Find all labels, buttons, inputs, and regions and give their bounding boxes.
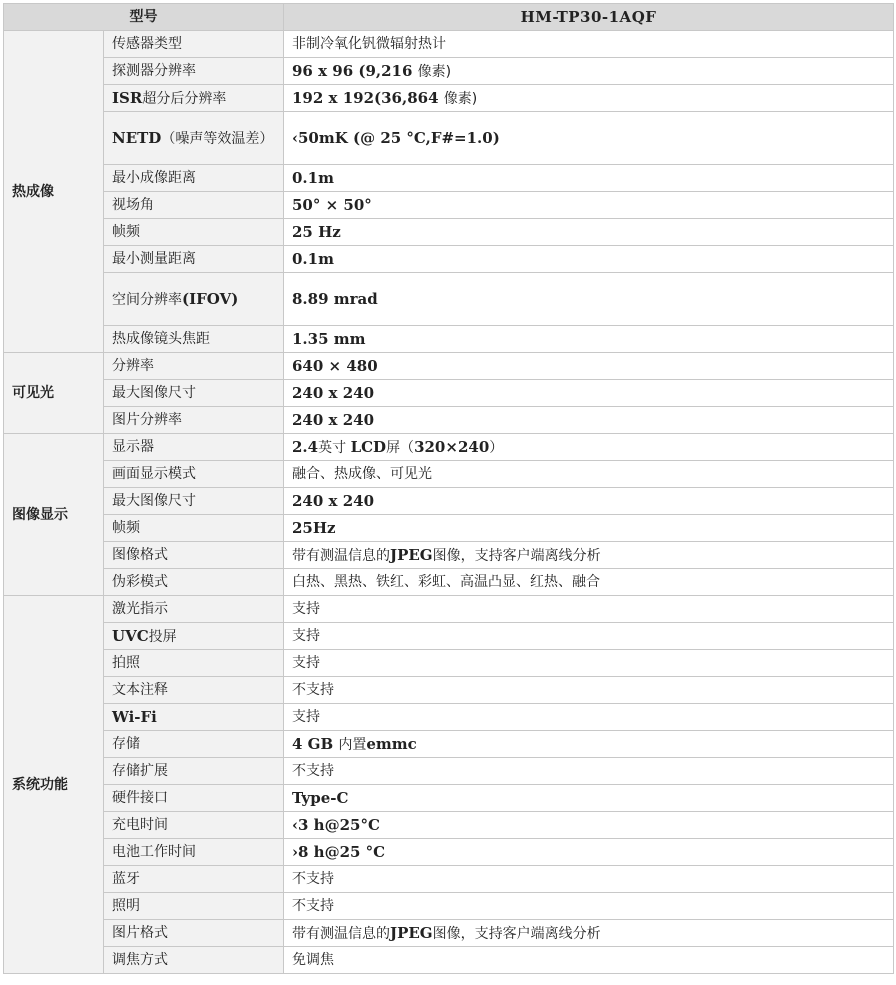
- value-cell: [284, 246, 894, 273]
- param-cell: [104, 758, 284, 785]
- value-cell-text: 192 x 192(36,864: [292, 88, 444, 107]
- value-cell-text: 不支持: [292, 898, 334, 914]
- value-cell-text: 1.35 mm: [292, 329, 366, 348]
- value-cell: [284, 112, 894, 165]
- param-cell-text: 存储扩展: [112, 763, 168, 779]
- value-cell: [284, 219, 894, 246]
- value-cell-text: 支持: [292, 655, 320, 671]
- spec-row: [4, 353, 894, 380]
- spec-row: [4, 488, 894, 515]
- value-cell-text: 内置: [338, 736, 367, 753]
- spec-row: [4, 758, 894, 785]
- param-cell: [104, 353, 284, 380]
- value-cell-text: 像素): [443, 90, 478, 107]
- value-cell: [284, 731, 894, 758]
- value-cell-text: 25 Hz: [292, 222, 341, 241]
- value-cell: [284, 866, 894, 893]
- value-cell: [284, 488, 894, 515]
- param-cell-text: 视场角: [112, 197, 154, 213]
- param-cell: [104, 677, 284, 704]
- spec-row: [4, 812, 894, 839]
- spec-row: [4, 596, 894, 623]
- value-cell: [284, 920, 894, 947]
- spec-row: [4, 623, 894, 650]
- spec-row: [4, 434, 894, 461]
- value-cell-text: 640 × 480: [292, 356, 378, 375]
- spec-row: [4, 192, 894, 219]
- param-cell-text: 激光指示: [112, 601, 168, 617]
- param-cell: [104, 623, 284, 650]
- value-cell: [284, 192, 894, 219]
- param-cell-text: 拍照: [112, 655, 140, 671]
- spec-row: [4, 380, 894, 407]
- spec-row: [4, 677, 894, 704]
- header-row: [4, 4, 894, 31]
- param-cell-text: 空间分辨率: [112, 291, 182, 308]
- section-label: 热成像: [4, 31, 104, 353]
- spec-row: [4, 219, 894, 246]
- value-cell-text: JPEG: [390, 545, 433, 564]
- param-cell: [104, 650, 284, 677]
- param-cell-text: 伪彩模式: [112, 574, 168, 590]
- param-cell: [104, 165, 284, 192]
- param-cell-text: 蓝牙: [112, 871, 140, 887]
- spec-row: [4, 246, 894, 273]
- param-cell: [104, 273, 284, 326]
- param-cell-text: 调焦方式: [112, 952, 168, 968]
- value-cell-text: 免调焦: [292, 952, 334, 968]
- value-cell-text: 带有测温信息的: [292, 925, 390, 942]
- param-cell-text: 最大图像尺寸: [112, 493, 196, 509]
- value-cell: [284, 947, 894, 974]
- param-cell: [104, 461, 284, 488]
- spec-row: [4, 785, 894, 812]
- value-cell: [284, 515, 894, 542]
- spec-row: [4, 542, 894, 569]
- param-cell: [104, 58, 284, 85]
- param-cell: [104, 112, 284, 165]
- spec-row: [4, 650, 894, 677]
- param-cell-text: 存储: [112, 736, 140, 752]
- value-cell-text: 支持: [292, 709, 320, 725]
- value-cell-text: 4 GB: [292, 734, 339, 753]
- param-cell: [104, 704, 284, 731]
- value-cell-text: 不支持: [292, 763, 334, 779]
- param-cell: [104, 731, 284, 758]
- value-cell-text: 0.1m: [292, 249, 334, 268]
- value-cell-text: LCD: [350, 437, 387, 456]
- spec-row: [4, 839, 894, 866]
- param-cell-text: 超分后分辨率: [142, 90, 227, 107]
- value-cell-text: 非制冷氧化钒微辐射热计: [292, 36, 446, 52]
- value-cell: [284, 542, 894, 569]
- value-cell-text: 图像，支持客户端离线分析: [432, 925, 601, 942]
- value-cell: [284, 839, 894, 866]
- value-cell-text: 支持: [292, 628, 320, 644]
- value-cell: [284, 569, 894, 596]
- param-cell: [104, 920, 284, 947]
- value-cell-text: 2.4: [292, 437, 319, 456]
- value-cell: [284, 380, 894, 407]
- value-cell: [284, 704, 894, 731]
- param-cell-text: 帧频: [112, 520, 140, 536]
- spec-table-body: [4, 4, 894, 974]
- param-cell-text: Wi-Fi: [112, 707, 157, 726]
- param-cell-text: 图片分辨率: [112, 412, 182, 428]
- spec-row: [4, 407, 894, 434]
- spec-table: [3, 3, 894, 974]
- param-cell-text: NETD: [112, 128, 162, 147]
- spec-row: [4, 165, 894, 192]
- spec-row: [4, 704, 894, 731]
- param-cell: [104, 947, 284, 974]
- param-cell: [104, 246, 284, 273]
- param-cell-text: 文本注释: [112, 682, 168, 698]
- value-cell-text: 白热、黑热、铁红、彩虹、高温凸显、红热、融合: [292, 574, 600, 590]
- param-cell-text: 最小成像距离: [112, 170, 196, 186]
- value-cell: [284, 31, 894, 58]
- value-cell-text: ）: [489, 439, 504, 456]
- param-cell: [104, 192, 284, 219]
- value-cell-text: 像素): [417, 63, 452, 80]
- param-cell-text: 热成像镜头焦距: [112, 331, 210, 347]
- value-cell: [284, 273, 894, 326]
- value-cell-text: 240 x 240: [292, 410, 375, 429]
- param-cell-text: UVC: [112, 626, 149, 645]
- spec-row: [4, 947, 894, 974]
- spec-row: [4, 112, 894, 165]
- spec-row: [4, 731, 894, 758]
- value-cell-text: ›8 h@25 °C: [292, 842, 386, 861]
- param-cell-text: 图片格式: [112, 925, 168, 941]
- param-cell: [104, 893, 284, 920]
- value-cell-text: JPEG: [390, 923, 433, 942]
- value-cell-text: 融合、热成像、可见光: [292, 466, 432, 482]
- param-cell-text: 照明: [112, 898, 140, 914]
- value-cell-text: ‹50mK (@ 25 °C,F#=1.0): [292, 128, 500, 147]
- param-cell-text: (IFOV): [182, 289, 239, 308]
- value-cell-text: 带有测温信息的: [292, 547, 390, 564]
- header-label: 型号: [4, 4, 284, 31]
- value-cell-text: 25Hz: [292, 518, 336, 537]
- value-cell: [284, 812, 894, 839]
- param-cell-text: 电池工作时间: [112, 844, 196, 860]
- spec-row: [4, 920, 894, 947]
- value-cell: [284, 326, 894, 353]
- value-cell-text: 320×240: [414, 437, 490, 456]
- param-cell: [104, 219, 284, 246]
- value-cell: [284, 353, 894, 380]
- param-cell-text: 显示器: [112, 439, 154, 455]
- value-cell: [284, 58, 894, 85]
- spec-row: [4, 515, 894, 542]
- param-cell-text: 传感器类型: [112, 36, 182, 52]
- param-cell: [104, 812, 284, 839]
- value-cell-text: emmc: [366, 734, 417, 753]
- param-cell: [104, 326, 284, 353]
- section-label: 图像显示: [4, 434, 104, 596]
- section-label: 可见光: [4, 353, 104, 434]
- spec-row: [4, 85, 894, 112]
- value-cell: [284, 434, 894, 461]
- param-cell-text: 充电时间: [112, 817, 168, 833]
- value-cell-text: 支持: [292, 601, 320, 617]
- spec-row: [4, 866, 894, 893]
- value-cell: [284, 461, 894, 488]
- value-cell-text: 240 x 240: [292, 491, 375, 510]
- value-cell-text: 0.1m: [292, 168, 334, 187]
- param-cell: [104, 596, 284, 623]
- param-cell-text: 投屏: [148, 628, 177, 645]
- value-cell-text: 8.89 mrad: [292, 289, 378, 308]
- spec-row: [4, 326, 894, 353]
- value-cell: [284, 596, 894, 623]
- param-cell-text: 探测器分辨率: [112, 63, 196, 79]
- value-cell: [284, 623, 894, 650]
- param-cell: [104, 542, 284, 569]
- spec-row: [4, 31, 894, 58]
- value-cell-text: 不支持: [292, 871, 334, 887]
- param-cell-text: 最小测量距离: [112, 251, 196, 267]
- spec-row: [4, 893, 894, 920]
- value-cell-text: 不支持: [292, 682, 334, 698]
- value-cell: [284, 85, 894, 112]
- value-cell: [284, 758, 894, 785]
- model-name: HM-TP30-1AQF: [284, 4, 894, 31]
- spec-row: [4, 58, 894, 85]
- value-cell: [284, 165, 894, 192]
- spec-row: [4, 461, 894, 488]
- param-cell-text: 帧频: [112, 224, 140, 240]
- value-cell: [284, 677, 894, 704]
- value-cell-text: 50° × 50°: [292, 195, 372, 214]
- param-cell-text: ISR: [112, 88, 143, 107]
- value-cell-text: ‹3 h@25°C: [292, 815, 380, 834]
- param-cell-text: （噪声等效温差）: [161, 130, 274, 147]
- param-cell: [104, 839, 284, 866]
- param-cell-text: 画面显示模式: [112, 466, 196, 482]
- param-cell: [104, 85, 284, 112]
- param-cell: [104, 488, 284, 515]
- value-cell-text: 图像，支持客户端离线分析: [432, 547, 601, 564]
- param-cell: [104, 515, 284, 542]
- param-cell-text: 图像格式: [112, 547, 168, 563]
- value-cell: [284, 650, 894, 677]
- value-cell-text: 240 x 240: [292, 383, 375, 402]
- param-cell: [104, 407, 284, 434]
- param-cell: [104, 785, 284, 812]
- value-cell: [284, 407, 894, 434]
- param-cell: [104, 31, 284, 58]
- section-label: 系统功能: [4, 596, 104, 974]
- value-cell: [284, 893, 894, 920]
- param-cell: [104, 866, 284, 893]
- param-cell: [104, 380, 284, 407]
- value-cell-text: 英寸: [318, 439, 351, 456]
- spec-row: [4, 569, 894, 596]
- param-cell-text: 硬件接口: [112, 790, 168, 806]
- param-cell: [104, 434, 284, 461]
- param-cell-text: 最大图像尺寸: [112, 385, 196, 401]
- param-cell-text: 分辨率: [112, 358, 154, 374]
- value-cell-text: 屏（: [386, 439, 415, 456]
- value-cell-text: 96 x 96 (9,216: [292, 61, 418, 80]
- param-cell: [104, 569, 284, 596]
- value-cell: [284, 785, 894, 812]
- spec-row: [4, 273, 894, 326]
- value-cell-text: Type-C: [292, 788, 349, 807]
